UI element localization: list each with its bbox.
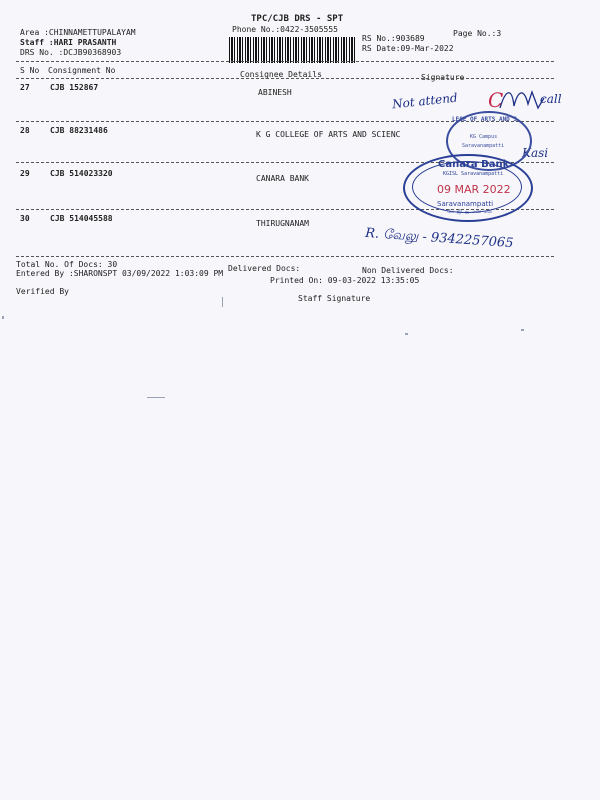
handwritten-not-attend: Not attend xyxy=(391,90,459,112)
row-consignee: THIRUGNANAM xyxy=(256,219,309,228)
verified-by: Verified By xyxy=(16,287,69,296)
row-consignment: CJB 514023320 xyxy=(50,169,113,178)
total-docs: Total No. Of Docs: 30 xyxy=(16,260,118,269)
area-field: Area :CHINNAMETTUPALAYAM xyxy=(20,28,136,37)
col-consignment: Consignment No xyxy=(48,66,116,75)
row-sno: 29 xyxy=(20,169,30,178)
bank-stamp-branch: KGISL Saravanampatti xyxy=(443,171,504,177)
delivered-docs: Delivered Docs: xyxy=(228,264,301,273)
bank-stamp-date: 09 MAR 2022 xyxy=(437,183,511,196)
bank-stamp-bottom-text: கே ஜி ஐ எஸ் எல் xyxy=(447,209,493,215)
printed-on: Printed On: 09-03-2022 13:35:05 xyxy=(270,276,420,285)
row-consignment: CJB 152867 xyxy=(50,83,99,92)
page-number: Page No.:3 xyxy=(453,29,502,38)
table-bottom-divider xyxy=(16,256,554,257)
handwritten-contact: R. வேலு - 9342257065 xyxy=(364,225,514,252)
entered-by: Entered By :SHARONSPT 03/09/2022 1:03:09 PM xyxy=(16,269,224,278)
scan-speck xyxy=(222,297,223,307)
col-sno: S No xyxy=(20,66,40,75)
rs-number: RS No.:903689 xyxy=(362,34,425,43)
row-consignment: CJB 514045588 xyxy=(50,214,113,223)
handwritten-kasi: Kasi xyxy=(522,146,549,160)
row-consignee: CANARA BANK xyxy=(256,174,309,183)
drs-number: DRS No. :DCJB90368903 xyxy=(20,48,122,57)
red-c-mark: C xyxy=(488,88,504,112)
row-sno: 30 xyxy=(20,214,30,223)
college-stamp-text: LEGE OF ARTS AND S xyxy=(452,116,518,123)
row-consignment: CJB 88231486 xyxy=(50,126,108,135)
row-sno: 28 xyxy=(20,126,30,135)
scribble-signature xyxy=(498,84,546,114)
bank-stamp-place: Saravanampatti xyxy=(437,200,494,208)
barcode-image xyxy=(229,37,355,63)
scan-speck xyxy=(521,329,524,331)
non-delivered-docs: Non Delivered Docs: xyxy=(362,266,454,275)
bank-stamp-name: Canara Bank xyxy=(438,159,510,170)
rs-date: RS Date:09-Mar-2022 xyxy=(362,44,454,53)
staff-field: Staff :HARI PRASANTH xyxy=(20,38,117,47)
col-signature: Signature xyxy=(421,73,465,82)
college-stamp-place: Saravanampatti xyxy=(462,143,505,149)
scan-speck xyxy=(405,333,408,335)
col-consignee: Consignee Details xyxy=(240,70,322,79)
college-stamp-campus: KG Campus xyxy=(470,134,498,140)
row-consignee: ABINESH xyxy=(258,88,292,97)
column-header-divider xyxy=(16,78,554,79)
scan-speck xyxy=(2,316,4,319)
phone-number: Phone No.:0422-3505555 xyxy=(232,25,338,34)
header-divider xyxy=(16,61,554,62)
row-sno: 27 xyxy=(20,83,30,92)
scan-speck xyxy=(147,397,165,398)
row-consignee: K G COLLEGE OF ARTS AND SCIENC xyxy=(256,130,401,139)
document-title: TPC/CJB DRS - SPT xyxy=(251,14,344,24)
handwritten-call: call xyxy=(540,92,562,106)
staff-signature-label: Staff Signature xyxy=(298,294,371,303)
